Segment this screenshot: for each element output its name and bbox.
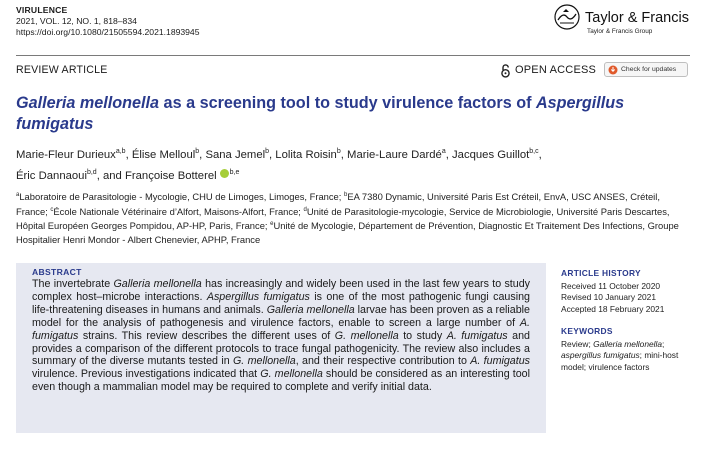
author-affil: b,e [229, 168, 240, 176]
publisher-name: Taylor & Francis [585, 10, 689, 26]
update-icon [608, 65, 618, 75]
abstract-run-italic: A. fumigatus [470, 355, 531, 368]
keyword-run-italic: aspergillus fumigatus [561, 350, 640, 360]
keyword-run: Review; [561, 338, 594, 349]
author-name: Élise Melloul [131, 148, 196, 161]
author-affil: b [336, 148, 341, 155]
article-history-heading: ARTICLE HISTORY [561, 268, 641, 278]
affil-marker: a [16, 192, 20, 198]
abstract-run: larvae has been proven as a reliable model for the analysis of pathogenesis and virulence factors, enable to screen a large number of [32, 303, 531, 329]
abstract-run-italic: Galleria mellonella [266, 303, 355, 316]
keywords-section [561, 326, 691, 373]
abstract-run-italic: Galleria mellonella [113, 278, 202, 290]
author-sep: , [199, 148, 206, 161]
publisher-group: Taylor & Francis Group [587, 28, 653, 35]
abstract-run: has increasingly and widely been used in the last few years to study complex host–microbe interactions. [32, 278, 530, 303]
author-sep: , [445, 148, 453, 161]
publisher-logo-icon [554, 4, 580, 30]
title-species-1: Galleria mellonella [16, 94, 160, 112]
author-sep: , [538, 148, 542, 161]
title-middle: as a screening tool to study virulence factors of [159, 94, 536, 112]
abstract-run-italic: Aspergillus fumigatus [206, 290, 310, 303]
check-for-updates-label: Check for updates [621, 66, 677, 73]
abstract-run: The invertebrate [32, 278, 114, 290]
author-name: Lolita Roisin [275, 148, 337, 161]
author[interactable] [452, 149, 539, 161]
author-list [16, 143, 690, 185]
abstract-run-italic: G. mellonella [334, 329, 399, 342]
abstract-run: to study [398, 329, 447, 342]
accepted-date: Accepted 18 February 2021 [561, 303, 665, 314]
affil-text: EA 7380 Dynamic, Université Paris Est Créteil, EnvA, USC ANSES, Créteil, France; [16, 191, 660, 217]
journal-citation: 2021, VOL. 12, NO. 1, 818–834 [16, 16, 137, 26]
revised-date: Revised 10 January 2021 [561, 292, 656, 302]
abstract-run: and provides a comparison of the different protocols to trace fungal pathogenicity. The review also includes a summary of the diverse mutants tested in [32, 329, 530, 368]
title-species-2: Aspergillus fumigatus [16, 94, 625, 133]
abstract-run-italic: A. fumigatus [32, 316, 530, 342]
author-affil: a [441, 148, 446, 155]
author-affil: b,d [86, 168, 97, 176]
abstract-run: should be considered as an interesting tool even though a mammalian model may be required to complete and verify initial data. [32, 368, 530, 394]
author-name: Éric Dannaoui [16, 169, 87, 182]
keyword-run: ; [662, 338, 665, 349]
publisher-logo [554, 4, 704, 44]
author[interactable] [132, 149, 199, 161]
affil-text: Unité de Parasitologie-mycologie, Service de Microbiologie, Université Paris Descartes, Hôpital Européen Georges Pompidou, AP-HP, Paris, France; [16, 205, 670, 232]
article-history [561, 268, 699, 315]
author-affil: b [195, 148, 200, 155]
abstract-heading: ABSTRACT [32, 267, 82, 277]
header-divider [16, 55, 690, 56]
author-name: Sana Jemel [205, 148, 266, 161]
author-affil: a,b [115, 148, 126, 155]
abstract-run: strains. This review describes the different uses of [78, 329, 335, 342]
author[interactable] [275, 149, 340, 161]
open-access-label: OPEN ACCESS [515, 64, 597, 76]
keywords-text [561, 339, 691, 374]
author-name: Marie-Laure Dardé [347, 148, 442, 161]
article-title [16, 93, 688, 135]
abstract-run: is one of the most pathogenic fungi causing life-threatening diseases in humans and animals. [32, 290, 530, 316]
author[interactable] [16, 149, 126, 161]
affil-text: Laboratoire de Parasitologie - Mycologie, CHU de Limoges, Limoges, France; [19, 191, 344, 203]
journal-meta [16, 5, 200, 38]
doi-link[interactable]: https://doi.org/10.1080/21505594.2021.1893945 [16, 27, 200, 37]
keyword-run-italic: Galleria mellonella [593, 338, 663, 349]
affiliations [16, 189, 692, 246]
keyword-run: ; mini-host model; virulence factors [561, 350, 679, 372]
abstract-box [16, 263, 546, 433]
author-sep: , and [96, 169, 125, 182]
abstract-run: virulence. Previous investigations indicated that [32, 368, 261, 381]
author-name: Marie-Fleur Durieux [16, 148, 116, 161]
affil-marker: b [343, 192, 348, 198]
received-date: Received 11 October 2020 [561, 280, 661, 291]
author[interactable] [16, 170, 97, 182]
affil-text: Unité de Mycologie, Département de Prévention, Diagnostic Et Traitement Des Infections, Groupe Hospitalier Henri Mondor - Albert Chenevier, APHP, France [16, 220, 679, 245]
article-type: REVIEW ARTICLE [16, 64, 108, 76]
author-sep: , [340, 148, 348, 161]
abstract-run-italic: A. fumigatus [446, 329, 508, 342]
affil-marker: e [270, 221, 274, 228]
abstract-text [32, 278, 530, 394]
author-name: Jacques Guillot [452, 148, 530, 161]
orcid-icon[interactable] [220, 169, 229, 178]
journal-name: VIRULENCE [16, 5, 68, 15]
author[interactable] [347, 149, 446, 161]
affil-marker: c [50, 206, 54, 213]
author[interactable] [205, 149, 269, 161]
abstract-run-italic: G. mellonella [232, 355, 296, 368]
check-for-updates-button[interactable] [604, 62, 688, 77]
abstract-run-italic: G. mellonella [260, 368, 323, 381]
author[interactable] [125, 170, 239, 182]
author-affil: b [265, 148, 270, 155]
keywords-heading: KEYWORDS [561, 326, 613, 336]
author-sep: , [269, 148, 276, 161]
open-lock-icon [500, 63, 511, 78]
author-affil: b,c [529, 148, 539, 155]
abstract-run: , and their respective contribution to [295, 355, 471, 368]
author-sep: , [125, 148, 132, 161]
open-access-badge [500, 62, 596, 78]
affil-text: École Nationale Vétérinaire d’Alfort, Maisons-Alfort, France; [53, 205, 304, 217]
affil-marker: d [303, 206, 307, 213]
author-name: Françoise Botterel [124, 169, 217, 182]
